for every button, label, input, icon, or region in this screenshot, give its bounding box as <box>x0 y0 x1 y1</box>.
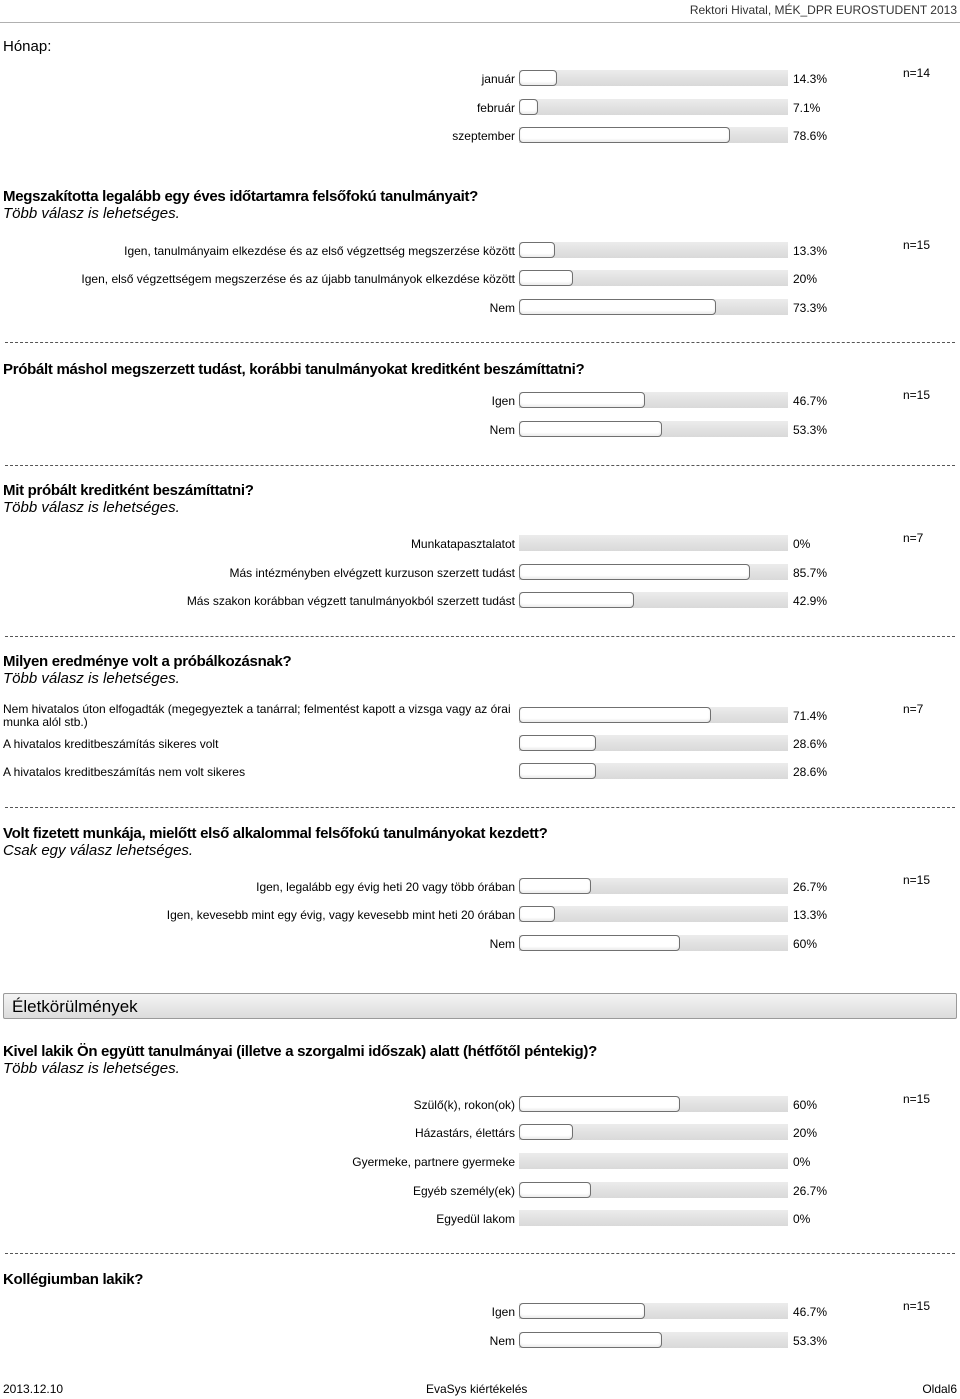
bar-fill <box>519 1332 662 1348</box>
bar-fill <box>519 906 555 922</box>
bar-track <box>519 1182 788 1198</box>
section-band <box>3 993 957 1019</box>
response-count: n=7 <box>903 531 924 545</box>
answer-row <box>0 390 960 412</box>
answer-row <box>0 933 960 955</box>
answer-label: Nem <box>489 937 515 951</box>
bar-track <box>519 99 788 115</box>
answer-label: Nem <box>489 1334 515 1348</box>
response-count: n=7 <box>903 702 924 716</box>
question-note: Több válasz is lehetséges. <box>3 1060 180 1077</box>
answer-label: Munkatapasztalatot <box>410 537 515 551</box>
answer-label: szeptember <box>452 129 515 143</box>
bar-fill <box>519 1303 645 1319</box>
bar-fill <box>519 707 711 723</box>
answer-percent: 60% <box>793 1098 818 1112</box>
answer-row <box>0 761 960 783</box>
bar-track <box>519 242 788 258</box>
answer-percent: 20% <box>793 1126 818 1140</box>
footer-center: EvaSys kiértékelés <box>426 1382 528 1396</box>
bar-fill <box>519 564 750 580</box>
answer-percent: 13.3% <box>793 908 828 922</box>
answer-row <box>0 876 960 898</box>
answer-row <box>0 590 960 612</box>
bar-track <box>519 763 788 779</box>
bar-fill <box>519 878 591 894</box>
answer-row <box>0 1180 960 1202</box>
answer-percent: 13.3% <box>793 244 828 258</box>
bar-fill <box>519 1124 573 1140</box>
answer-percent: 85.7% <box>793 566 828 580</box>
response-count: n=15 <box>903 238 931 252</box>
bar-fill <box>519 421 662 437</box>
answer-percent: 53.3% <box>793 423 828 437</box>
bar-fill <box>519 592 634 608</box>
bar-track <box>519 878 788 894</box>
answer-percent: 46.7% <box>793 394 828 408</box>
bar-track <box>519 906 788 922</box>
response-count: n=15 <box>903 1092 931 1106</box>
answer-percent: 0% <box>793 1212 811 1226</box>
question-note: Több válasz is lehetséges. <box>3 499 180 516</box>
answer-row <box>0 733 960 755</box>
bar-track <box>519 70 788 86</box>
answer-row <box>0 702 960 729</box>
answer-label: Más szakon korábban végzett tanulmányokból szerzett tudást <box>186 594 515 608</box>
bar-track <box>519 1096 788 1112</box>
bar-fill <box>519 1096 680 1112</box>
bar-fill <box>519 127 730 143</box>
answer-percent: 73.3% <box>793 301 828 315</box>
answer-percent: 26.7% <box>793 1184 828 1198</box>
answer-label: Igen, első végzettségem megszerzése és az újabb tanulmányok elkezdése között <box>81 272 515 286</box>
answer-percent: 0% <box>793 1155 811 1169</box>
answer-row <box>0 240 960 262</box>
question-note: Több válasz is lehetséges. <box>3 205 180 222</box>
bar-track <box>519 392 788 408</box>
bar-track <box>519 1153 788 1169</box>
bar-fill <box>519 299 716 315</box>
bar-fill <box>519 935 680 951</box>
answer-row <box>0 904 960 926</box>
question-note: Több válasz is lehetséges. <box>3 670 180 687</box>
bar-track <box>519 1124 788 1140</box>
answer-percent: 26.7% <box>793 880 828 894</box>
answer-label: február <box>476 101 515 115</box>
section-divider <box>5 636 955 637</box>
answer-label: Igen, legalább egy évig heti 20 vagy több órában <box>256 880 515 894</box>
bar-fill <box>519 270 573 286</box>
question-title: Próbált máshol megszerzett tudást, korábbi tanulmányokat kreditként beszámíttatni? <box>3 361 585 378</box>
answer-label: Igen <box>491 1305 515 1319</box>
header-divider <box>0 22 960 23</box>
bar-track <box>519 707 788 723</box>
bar-track <box>519 935 788 951</box>
bar-fill <box>519 99 538 115</box>
answer-row <box>0 562 960 584</box>
answer-percent: 71.4% <box>793 709 828 723</box>
answer-label: Igen <box>491 394 515 408</box>
answer-row <box>0 1301 960 1323</box>
report-header: Rektori Hivatal, MÉK_DPR EUROSTUDENT 2013 <box>689 3 957 17</box>
answer-label: Nem hivatalos úton elfogadták (megegyeztek a tanárral; felmentést kapott a vizsga vagy az órai munka alól stb.) <box>3 702 511 729</box>
answer-percent: 42.9% <box>793 594 828 608</box>
response-count: n=15 <box>903 1299 931 1313</box>
answer-label: Nem <box>489 301 515 315</box>
bar-track <box>519 127 788 143</box>
answer-percent: 28.6% <box>793 765 828 779</box>
section-divider <box>5 1253 955 1254</box>
answer-label: január <box>481 72 515 86</box>
footer-page: Oldal6 <box>922 1382 957 1396</box>
answer-label: A hivatalos kreditbeszámítás nem volt sikeres <box>3 765 246 779</box>
answer-label: Nem <box>489 423 515 437</box>
answer-percent: 20% <box>793 272 818 286</box>
section-divider <box>5 342 955 343</box>
section-title: Életkörülmények <box>12 997 138 1016</box>
answer-label: Házastárs, élettárs <box>414 1126 515 1140</box>
answer-label: Szülő(k), rokon(ok) <box>413 1098 515 1112</box>
answer-row <box>0 1122 960 1144</box>
bar-fill <box>519 1182 591 1198</box>
answer-row <box>0 1094 960 1116</box>
question-title: Kollégiumban lakik? <box>3 1271 144 1288</box>
answer-row <box>0 419 960 441</box>
bar-fill <box>519 735 596 751</box>
question-title: Kivel lakik Ön együtt tanulmányai (illetve a szorgalmi időszak) alatt (hétfőtől péntekig)? <box>3 1043 597 1060</box>
answer-row <box>0 533 960 555</box>
answer-percent: 14.3% <box>793 72 828 86</box>
bar-fill <box>519 242 555 258</box>
response-count: n=15 <box>903 388 931 402</box>
answer-label: A hivatalos kreditbeszámítás sikeres volt <box>3 737 219 751</box>
answer-percent: 78.6% <box>793 129 828 143</box>
answer-label: Más intézményben elvégzett kurzuson szerzett tudást <box>229 566 515 580</box>
answer-label: Egyéb személy(ek) <box>412 1184 515 1198</box>
bar-track <box>519 564 788 580</box>
bar-track <box>519 1210 788 1226</box>
answer-row <box>0 297 960 319</box>
answer-percent: 46.7% <box>793 1305 828 1319</box>
answer-percent: 28.6% <box>793 737 828 751</box>
answer-percent: 53.3% <box>793 1334 828 1348</box>
question-title: Volt fizetett munkája, mielőtt első alkalommal felsőfokú tanulmányokat kezdett? <box>3 825 548 842</box>
response-count: n=14 <box>903 66 931 80</box>
answer-row <box>0 268 960 290</box>
bar-track <box>519 735 788 751</box>
answer-label: Igen, kevesebb mint egy évig, vagy kevesebb mint heti 20 órában <box>166 908 515 922</box>
answer-row <box>0 125 960 147</box>
answer-label: Igen, tanulmányaim elkezdése és az első végzettség megszerzése között <box>124 244 515 258</box>
answer-row <box>0 1151 960 1173</box>
bar-track <box>519 1332 788 1348</box>
answer-percent: 7.1% <box>793 101 821 115</box>
section-divider <box>5 807 955 808</box>
question-title: Megszakította legalább egy éves időtartamra felsőfokú tanulmányait? <box>3 188 479 205</box>
response-count: n=15 <box>903 873 931 887</box>
bar-fill <box>519 70 557 86</box>
question-title: Hónap: <box>3 38 52 55</box>
bar-track <box>519 535 788 551</box>
bar-fill <box>519 392 645 408</box>
answer-row <box>0 1208 960 1230</box>
answer-row <box>0 97 960 119</box>
question-title: Mit próbált kreditként beszámíttatni? <box>3 482 254 499</box>
question-note: Csak egy válasz lehetséges. <box>3 842 194 859</box>
answer-label: Egyedül lakom <box>436 1212 515 1226</box>
question-title: Milyen eredménye volt a próbálkozásnak? <box>3 653 292 670</box>
answer-percent: 60% <box>793 937 818 951</box>
bar-track <box>519 270 788 286</box>
bar-fill <box>519 763 596 779</box>
section-divider <box>5 465 955 466</box>
answer-percent: 0% <box>793 537 811 551</box>
answer-row <box>0 68 960 90</box>
bar-track <box>519 592 788 608</box>
bar-track <box>519 421 788 437</box>
bar-track <box>519 1303 788 1319</box>
bar-track <box>519 299 788 315</box>
footer-date: 2013.12.10 <box>3 1382 64 1396</box>
answer-row <box>0 1330 960 1352</box>
answer-label: Gyermeke, partnere gyermeke <box>352 1155 515 1169</box>
